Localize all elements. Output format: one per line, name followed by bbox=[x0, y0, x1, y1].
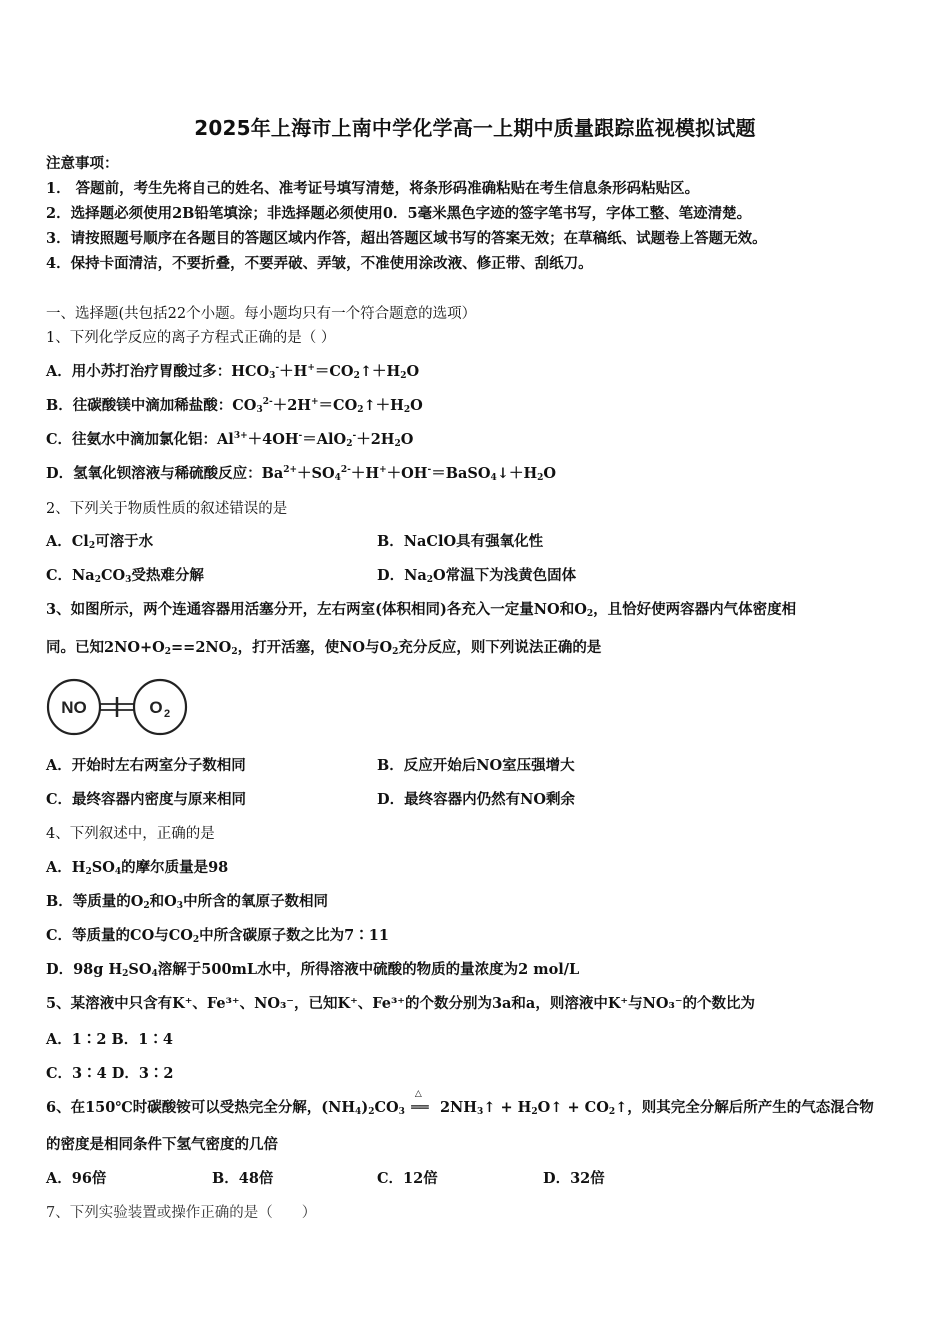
question-2-option-d: D．$Na_2O$常温下为浅黄色固体 bbox=[377, 567, 577, 585]
question-6-stem-line1: 6、在150℃时碳酸铵可以受热完全分解，$(NH_4)_2CO_3$ △ ══ $2NH_3↑$ + $H_2O↑$ + $CO_2↑$，则其完全分解后所产生的气态混合物 bbox=[46, 1089, 874, 1117]
question-1-option-d: D．氢氧化钡溶液与稀硫酸反应：$Ba^{2+}+SO_4^{2-}+H^++OH^-=BaSO_4↓+H_2O$ bbox=[46, 465, 557, 483]
notice-item: 2．选择题必须使用2B铅笔填涂；非选择题必须使用0．5毫米黑色字迹的签字笔书写，字体工整、笔迹清楚。 bbox=[46, 205, 752, 222]
stem-text: ，打开活塞，使NO与O bbox=[237, 639, 393, 656]
stem-text: ==2NO bbox=[171, 639, 232, 656]
option-text: A．H bbox=[46, 859, 86, 876]
notice-item: 3．请按照题号顺序在各题目的答题区域内作答，超出答题区域书写的答案无效；在草稿纸、试题卷上答题无效。 bbox=[46, 230, 767, 247]
option-text: D．98g H bbox=[46, 961, 123, 978]
option-text: 中所含碳原子数之比为7∶11 bbox=[199, 927, 389, 944]
question-3-option-d: D．最终容器内仍然有NO剩余 bbox=[377, 791, 575, 808]
option-text: O常温下为浅黄色固体 bbox=[433, 567, 577, 584]
question-1-option-b: B．往碳酸镁中滴加稀盐酸：$CO_3^{2-}+2H^+=CO_2↑+H_2O$ bbox=[46, 397, 423, 415]
question-6-option-d: D．32倍 bbox=[543, 1170, 605, 1187]
option-text: C．等质量的CO与CO bbox=[46, 927, 193, 944]
o2-label: O bbox=[149, 698, 163, 717]
question-4-option-b: B．等质量的$O_2$和$O_3$中所含的氧原子数相同 bbox=[46, 893, 329, 911]
option-text: 受热难分解 bbox=[131, 567, 204, 584]
option-label: A．用小苏打治疗胃酸过多： bbox=[46, 363, 232, 380]
question-4-option-a: A．$H_2SO_4$的摩尔质量是98 bbox=[46, 859, 229, 877]
stem-text: ，则其完全分解后所产生的气态混合物 bbox=[627, 1099, 874, 1116]
question-6-option-c: C．12倍 bbox=[377, 1170, 438, 1187]
section-heading: 一、选择题(共包括22个小题。每小题均只有一个符合题意的选项） bbox=[46, 306, 477, 322]
question-6-option-a: A．96倍 bbox=[46, 1170, 107, 1187]
question-4-option-d: D．98g $H_2SO_4$溶解于500mL水中，所得溶液中硫酸的物质的量浓度为2 mol/L bbox=[46, 961, 580, 979]
option-text: SO bbox=[128, 961, 152, 978]
question-7-stem: 7、下列实验装置或操作正确的是（ ） bbox=[46, 1205, 317, 1221]
option-text: SO bbox=[91, 859, 115, 876]
question-2-option-c: C．$Na_2CO_3$受热难分解 bbox=[46, 567, 204, 585]
question-4-stem: 4、下列叙述中，正确的是 bbox=[46, 826, 215, 842]
question-3-option-c: C．最终容器内密度与原来相同 bbox=[46, 791, 247, 808]
notice-heading: 注意事项： bbox=[46, 155, 119, 172]
option-text: C．Na bbox=[46, 567, 95, 584]
notice-item: 4．保持卡面清洁，不要折叠，不要弄破、弄皱，不准使用涂改液、修正带、刮纸刀。 bbox=[46, 255, 593, 272]
question-1-option-a: A．用小苏打治疗胃酸过多：$HCO_3^-+H^+=CO_2↑+H_2O$ bbox=[46, 363, 420, 381]
option-text: 和O bbox=[149, 893, 177, 910]
notice-item: 1． 答题前，考生先将自己的姓名、准考证号填写清楚，将条形码准确粘贴在考生信息条形码粘贴区。 bbox=[46, 180, 700, 197]
stem-text: 3、如图所示，两个连通容器用活塞分开，左右两室(体积相同)各充入一定量NO和O bbox=[46, 601, 587, 618]
question-5-options-cd: C．3∶4 D．3∶2 bbox=[46, 1065, 174, 1082]
option-text: 中所含的氧原子数相同 bbox=[183, 893, 329, 910]
option-text: 可溶于水 bbox=[95, 533, 154, 550]
option-text: A．Cl bbox=[46, 533, 89, 550]
question-3-option-b: B．反应开始后NO室压强增大 bbox=[377, 757, 575, 774]
stem-text: ，且恰好使两容器内气体密度相 bbox=[593, 601, 797, 618]
question-2-option-b: B．NaClO具有强氧化性 bbox=[377, 533, 544, 550]
option-label: C．往氨水中滴加氯化铝： bbox=[46, 431, 218, 448]
question-5-options-ab: A．1∶2 B．1∶4 bbox=[46, 1031, 173, 1048]
option-text: 的摩尔质量是98 bbox=[121, 859, 229, 876]
option-text: D．Na bbox=[377, 567, 427, 584]
question-6-option-b: B．48倍 bbox=[212, 1170, 274, 1187]
option-label: B．往碳酸镁中滴加稀盐酸： bbox=[46, 397, 233, 414]
connected-containers-diagram bbox=[46, 677, 188, 737]
option-text: B．等质量的O bbox=[46, 893, 144, 910]
question-1-stem: 1、下列化学反应的离子方程式正确的是（ ） bbox=[46, 330, 336, 346]
question-4-option-c: C．等质量的CO与$CO_2$中所含碳原子数之比为7∶11 bbox=[46, 927, 389, 945]
option-label: D．氢氧化钡溶液与稀硫酸反应： bbox=[46, 465, 262, 482]
option-text: 溶解于500mL水中，所得溶液中硫酸的物质的量浓度为2 mol/L bbox=[157, 961, 580, 978]
stem-text: 同。已知2NO+O bbox=[46, 639, 165, 656]
no-label: NO bbox=[61, 698, 87, 717]
stem-text: 6、在150℃时碳酸铵可以受热完全分解，(NH bbox=[46, 1099, 356, 1116]
question-3-stem-line2: 同。已知$2NO+O_2==2NO_2$，打开活塞，使NO与$O_2$充分反应，则下列说法正确的是 bbox=[46, 639, 602, 657]
o2-subscript: 2 bbox=[163, 708, 171, 720]
question-1-option-c: C．往氨水中滴加氯化铝：$Al^{3+}+4OH^-=AlO_2^-+2H_2O$ bbox=[46, 431, 414, 449]
question-6-stem-line2: 的密度是相同条件下氢气密度的几倍 bbox=[46, 1136, 278, 1153]
question-2-option-a: A．$Cl_2$可溶于水 bbox=[46, 533, 154, 551]
heat-equals-sign: △ ══ bbox=[411, 1089, 429, 1116]
question-3-option-a: A．开始时左右两室分子数相同 bbox=[46, 757, 246, 774]
question-3-stem-line1: 3、如图所示，两个连通容器用活塞分开，左右两室(体积相同)各充入一定量NO和$O_2$，且恰好使两容器内气体密度相 bbox=[46, 601, 797, 619]
question-2-stem: 2、下列关于物质性质的叙述错误的是 bbox=[46, 501, 288, 517]
page-title: 2025年上海市上南中学化学高一上期中质量跟踪监视模拟试题 bbox=[194, 116, 756, 140]
stem-text: 充分反应，则下列说法正确的是 bbox=[398, 639, 602, 656]
question-5-stem: 5、某溶液中只含有K⁺、Fe³⁺、NO₃⁻，已知K⁺、Fe³⁺的个数分别为3a和a，则溶液中K⁺与NO₃⁻的个数比为 bbox=[46, 995, 755, 1012]
